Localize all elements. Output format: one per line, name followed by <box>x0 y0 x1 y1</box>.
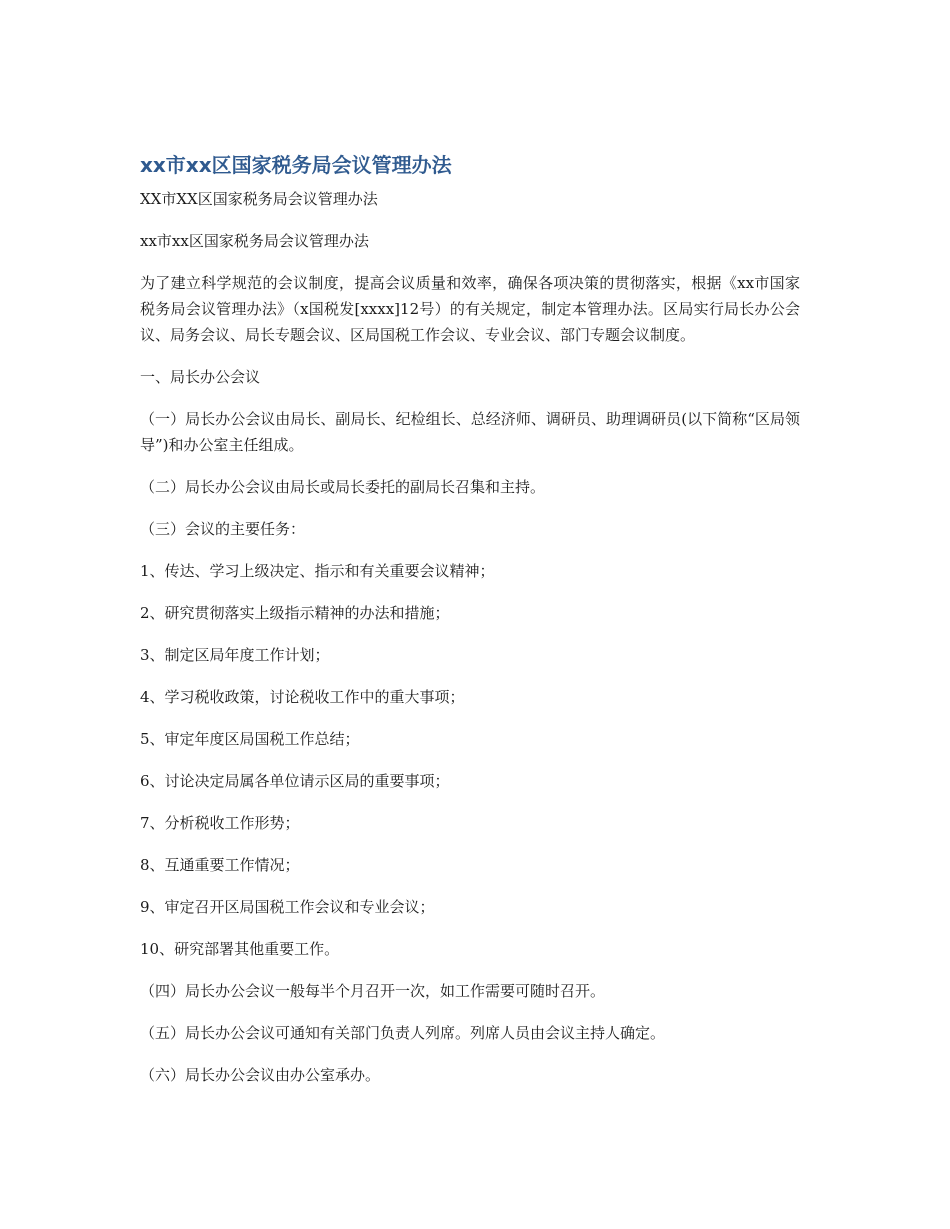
list-item: 2、研究贯彻落实上级指示精神的办法和措施； <box>140 604 450 622</box>
document-body <box>140 150 800 1104</box>
paragraph: （六）局长办公会议由办公室承办。 <box>140 1066 381 1084</box>
paragraph: （一）局长办公会议由局长、副局长、纪检组长、总经济师、调研员、助理调研员(以下简称“区局领导”)和办公室主任组成。 <box>140 410 800 454</box>
paragraph: xx市xx区国家税务局会议管理办法 <box>140 232 369 250</box>
list-item: 5、审定年度区局国税工作总结； <box>140 730 360 748</box>
list-item: 3、制定区局年度工作计划； <box>140 646 330 664</box>
paragraph: （四）局长办公会议一般每半个月召开一次，如工作需要可随时召开。 <box>140 982 606 1000</box>
list-item: 6、讨论决定局属各单位请示区局的重要事项； <box>140 772 450 790</box>
intro-paragraph: 为了建立科学规范的会议制度，提高会议质量和效率，确保各项决策的贯彻落实，根据《xx市国家税务局会议管理办法》（x国税发[xxxx]12号）的有关规定，制定本管理办法。区局实行局长办公会议、局务会议、局长专题会议、区局国税工作会议、专业会议、部门专题会议制度。 <box>140 274 800 344</box>
list-item: 7、分析税收工作形势； <box>140 814 300 832</box>
list-item: 4、学习税收政策，讨论税收工作中的重大事项； <box>140 688 465 706</box>
document-title: xx市xx区国家税务局会议管理办法 <box>140 153 452 177</box>
paragraph: XX市XX区国家税务局会议管理办法 <box>140 190 378 208</box>
list-item: 9、审定召开区局国税工作会议和专业会议； <box>140 898 435 916</box>
paragraph: （二）局长办公会议由局长或局长委托的副局长召集和主持。 <box>140 478 546 496</box>
section-heading: 一、局长办公会议 <box>140 368 261 386</box>
list-item: 1、传达、学习上级决定、指示和有关重要会议精神； <box>140 562 495 580</box>
list-item: 10、研究部署其他重要工作。 <box>140 940 340 958</box>
paragraph: （五）局长办公会议可通知有关部门负责人列席。列席人员由会议主持人确定。 <box>140 1024 666 1042</box>
paragraph: （三）会议的主要任务： <box>140 520 306 538</box>
list-item: 8、互通重要工作情况； <box>140 856 300 874</box>
